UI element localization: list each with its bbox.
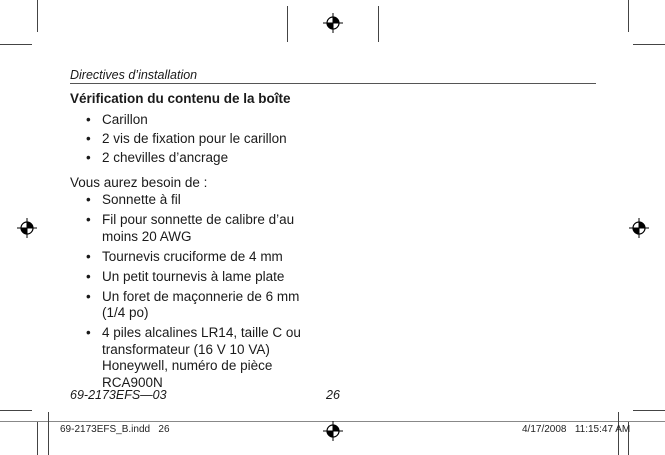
registration-mark-icon bbox=[17, 218, 37, 238]
box-contents-list bbox=[86, 112, 326, 169]
crop-mark bbox=[633, 410, 665, 411]
slug-file-info: 69-2173EFS_B.indd 26 bbox=[60, 424, 170, 435]
crop-mark bbox=[48, 412, 49, 455]
header-rule bbox=[70, 83, 596, 84]
list-item: • Fil pour sonnette de calibre d’au moins 20 AWG bbox=[86, 212, 302, 245]
section-heading: Vérification du contenu de la boîte bbox=[70, 91, 291, 106]
registration-mark-icon bbox=[323, 421, 343, 441]
crop-mark bbox=[378, 6, 379, 42]
page-number: 26 bbox=[326, 388, 340, 402]
crop-mark bbox=[633, 44, 665, 45]
slug-timestamp: 4/17/2008 11:15:47 AM bbox=[522, 424, 631, 435]
needs-list bbox=[86, 192, 318, 395]
list-item: • 4 piles alcalines LR14, taille C ou transformateur (16 V 10 VA) Honeywell, numéro de pièce RCA900N bbox=[86, 325, 302, 391]
crop-mark bbox=[287, 6, 288, 42]
needs-intro: Vous aurez besoin de : bbox=[70, 175, 208, 190]
crop-mark bbox=[37, 0, 38, 32]
list-item: • 2 vis de fixation pour le carillon bbox=[86, 131, 326, 148]
crop-mark bbox=[37, 421, 38, 455]
crop-mark bbox=[628, 0, 629, 32]
list-item: • Un foret de maçonnerie de 6 mm (1/4 po) bbox=[86, 289, 307, 322]
crop-mark bbox=[0, 410, 32, 411]
list-item: • Un petit tournevis à lame plate bbox=[86, 269, 318, 286]
crop-mark bbox=[0, 44, 32, 45]
list-item: • 2 chevilles d’ancrage bbox=[86, 150, 326, 167]
registration-mark-icon bbox=[629, 218, 649, 238]
doc-number: 69-2173EFS—03 bbox=[70, 388, 167, 402]
running-header: Directives d’installation bbox=[70, 68, 198, 82]
list-item: • Carillon bbox=[86, 112, 326, 129]
list-item: • Tournevis cruciforme de 4 mm bbox=[86, 249, 318, 266]
list-item: • Sonnette à fil bbox=[86, 192, 318, 209]
registration-mark-icon bbox=[323, 13, 343, 33]
